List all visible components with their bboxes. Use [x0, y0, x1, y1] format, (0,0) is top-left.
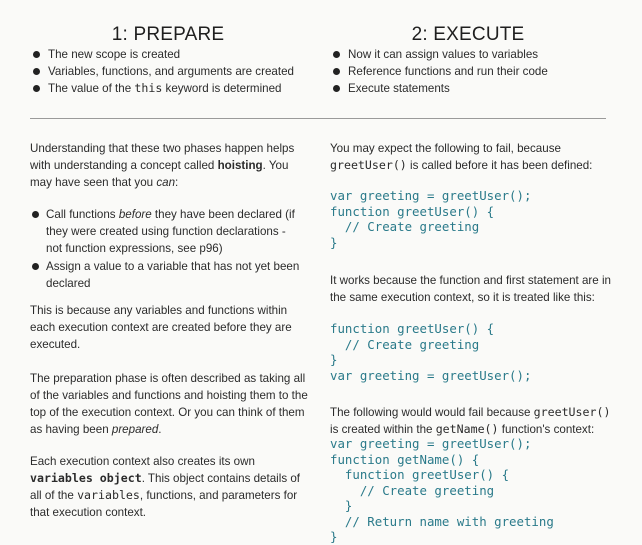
emphasis: before	[118, 208, 152, 221]
hoisting-list	[30, 206, 302, 293]
expect-fail-paragraph	[330, 140, 612, 174]
text: Call functions	[46, 208, 119, 221]
text: Each execution context also creates its own	[30, 455, 255, 468]
execute-heading: 2: EXECUTE	[411, 24, 525, 45]
bullet-text: The value of the	[48, 82, 135, 95]
text: . You may have seen that you	[30, 159, 289, 189]
text: function's context:	[498, 423, 595, 436]
text: they have been declared (if they were created using function declarations - not function expressions, see p96)	[46, 208, 295, 255]
inline-code: this	[134, 81, 163, 95]
divider	[30, 118, 606, 119]
term-variables-object: variables object	[30, 471, 142, 485]
text: .	[158, 423, 162, 436]
inline-code: getName()	[435, 422, 499, 436]
list-item	[30, 206, 302, 257]
would-fail-paragraph	[330, 404, 620, 438]
code-example-3: var greeting = greetUser(); function getName() { function greetUser() { // Create greeting } // Return name with greeting }	[330, 436, 554, 544]
text: . This object contains details of all of the	[30, 472, 301, 502]
list-item	[30, 80, 320, 97]
list-item: Variables, functions, and arguments are created	[30, 63, 320, 80]
hoisting-intro-paragraph	[30, 140, 312, 191]
list-item: Reference functions and run their code	[330, 63, 620, 80]
emphasis: prepared	[111, 423, 159, 436]
text: Understanding that these two phases happen helps with understanding a concept called	[30, 142, 295, 172]
inline-code: greetUser()	[330, 158, 407, 172]
text: You may expect the following to fail, because	[330, 142, 561, 155]
text: The preparation phase is often described as taking all of the variables and functions and hoisting them to the top of the execution context. Or you can think of them as having been	[30, 372, 308, 436]
text: :	[175, 176, 179, 189]
text: is created within the	[330, 423, 436, 436]
prepare-heading: 1: PREPARE	[111, 24, 225, 45]
variables-object-paragraph	[30, 453, 312, 521]
inline-code: variables	[77, 488, 140, 502]
works-paragraph: It works because the function and first statement are in the same execution context, so it is treated like this:	[330, 274, 611, 304]
text: The following would would fail because	[330, 406, 534, 419]
prepare-bullet-list	[30, 46, 320, 97]
list-item: The new scope is created	[30, 46, 320, 63]
list-item: Now it can assign values to variables	[330, 46, 620, 63]
list-item: Execute statements	[330, 80, 620, 97]
execute-bullet-list	[330, 46, 620, 97]
code-example-1: var greeting = greetUser(); function greetUser() { // Create greeting }	[330, 188, 532, 250]
emphasis: can	[156, 176, 176, 189]
text: is called before it has been defined:	[406, 159, 593, 172]
explanation-paragraph: This is because any variables and functions within each execution context are created before they are executed.	[30, 304, 292, 351]
bullet-text: keyword is determined	[162, 82, 282, 95]
inline-code: greetUser()	[533, 405, 611, 419]
preparation-paragraph	[30, 370, 312, 438]
term-hoisting: hoisting	[217, 159, 263, 172]
text: , functions, and parameters for that execution context.	[30, 489, 298, 519]
code-example-2: function greetUser() { // Create greeting } var greeting = greetUser();	[330, 321, 532, 383]
list-item: Assign a value to a variable that has not yet been declared	[30, 258, 302, 292]
